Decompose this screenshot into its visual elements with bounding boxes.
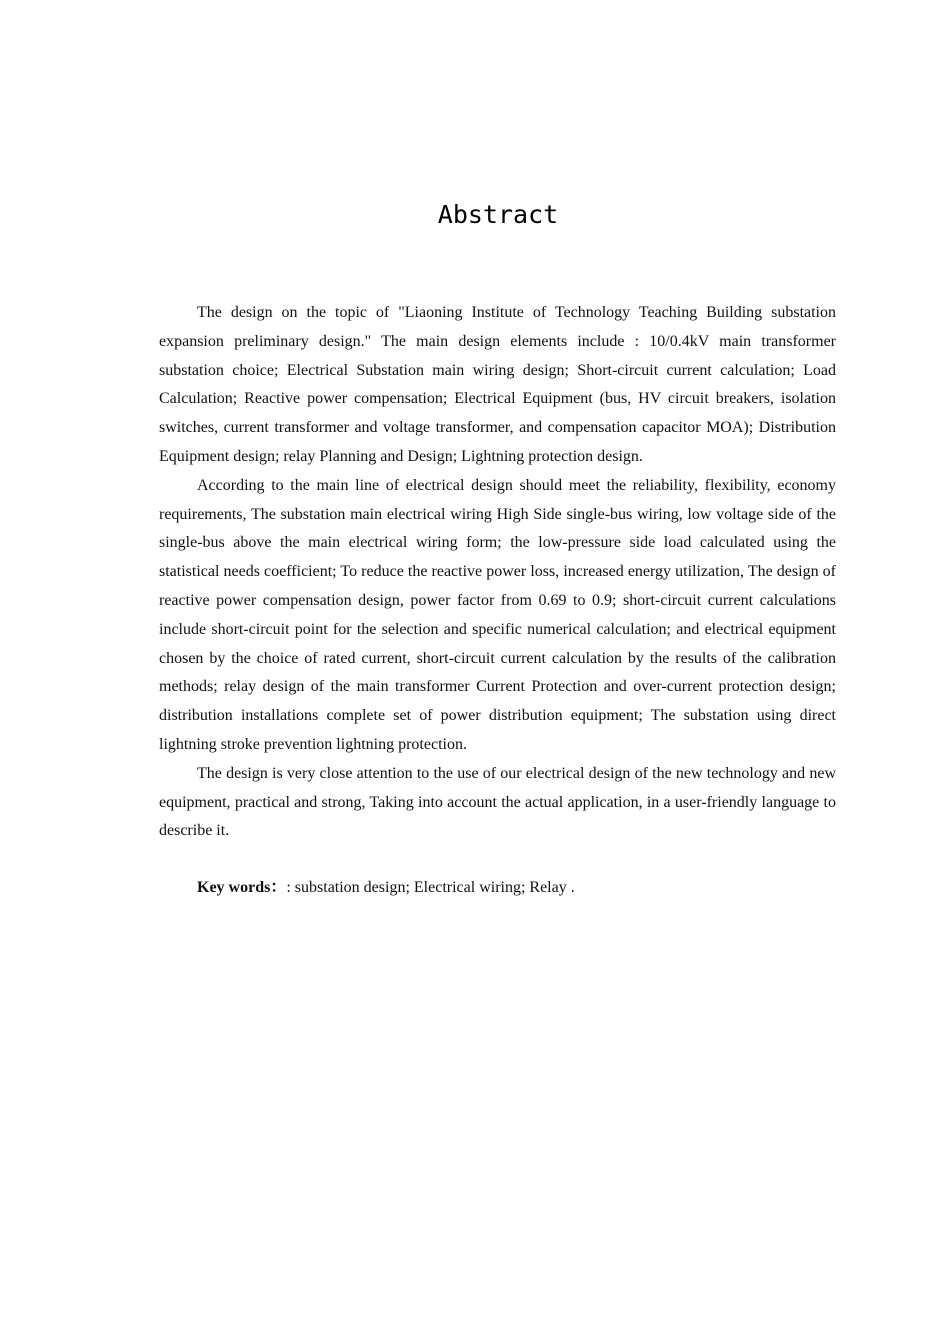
page-title: Abstract	[437, 200, 559, 229]
keywords-line	[197, 874, 837, 903]
abstract-paragraph-1: The design on the topic of "Liaoning Institute of Technology Teaching Building substation expansion preliminary design." The main design elements include : 10/0.4kV main transformer substation choice; Electrical Substation main wiring design; Short-circuit current calculation; Load Calculation; Reactive power compensation; Electrical Equipment (bus, HV circuit breakers, isolation switches, current transformer and voltage transformer, and compensation capacitor MOA); Distribution Equipment design; relay Planning and Design; Lightning protection design.	[159, 304, 836, 465]
keywords-text: : substation design; Electrical wiring; Relay .	[286, 879, 575, 896]
keywords-label: Key words：	[197, 879, 287, 896]
abstract-body	[159, 299, 836, 846]
abstract-paragraph-3: The design is very close attention to the use of our electrical design of the new technology and new equipment, practical and strong, Taking into account the actual application, in a user-friendly language to describe it.	[159, 764, 836, 840]
abstract-paragraph-2: According to the main line of electrical design should meet the reliability, flexibility, economy requirements, The substation main electrical wiring High Side single-bus wiring, low voltage side of the single-bus above the main electrical wiring form; the low-pressure side load calculated using the statistical needs coefficient; To reduce the reactive power loss, increased energy utilization, The design of reactive power compensation design, power factor from 0.69 to 0.9; short-circuit current calculations include short-circuit point for the selection and specific numerical calculation; and electrical equipment chosen by the choice of rated current, short-circuit current calculation by the results of the calibration methods; relay design of the main transformer Current Protection and over-current protection design; distribution installations complete set of power distribution equipment; The substation using direct lightning stroke prevention lightning protection.	[159, 476, 836, 753]
